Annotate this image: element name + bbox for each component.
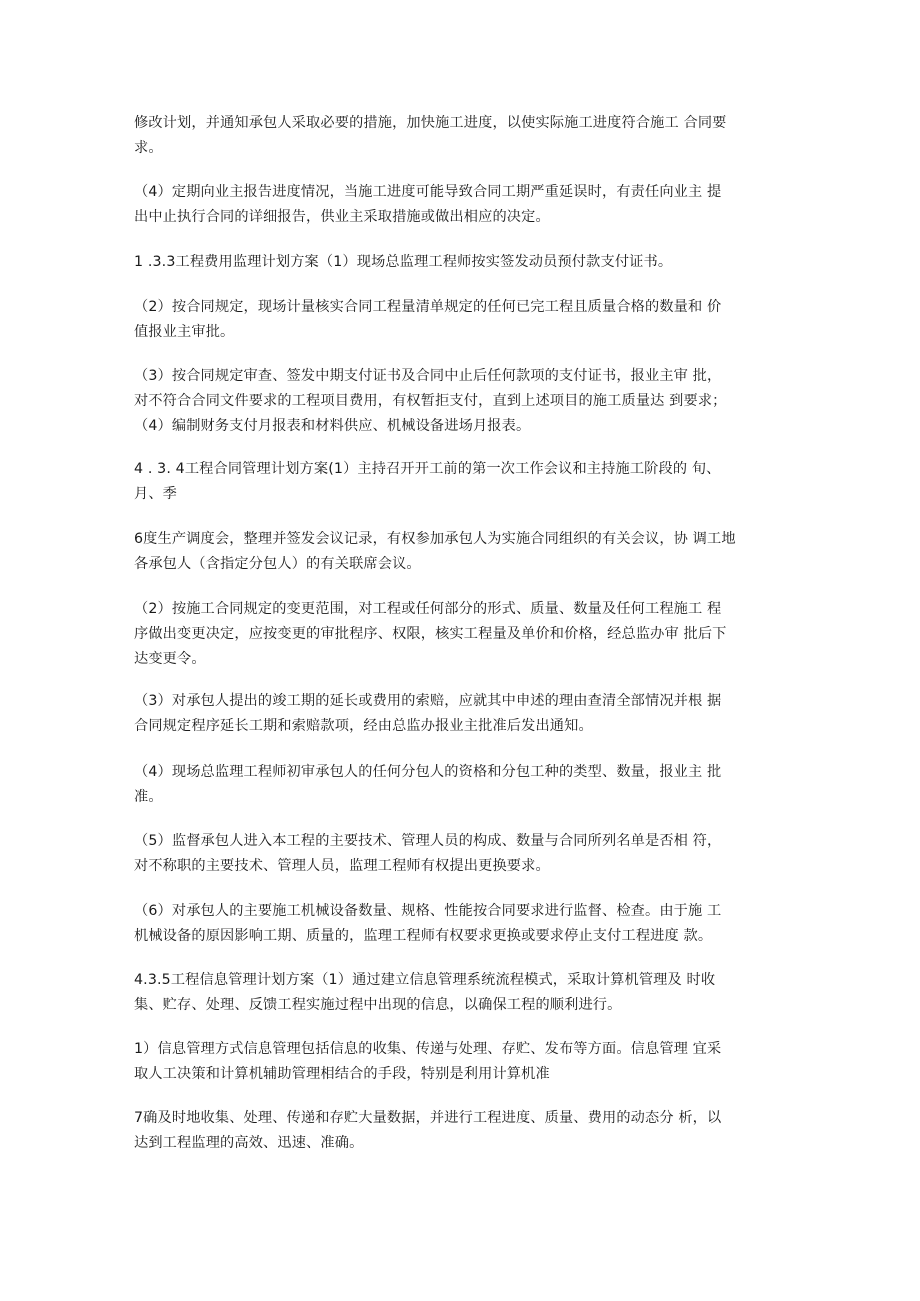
paragraph-change-orders: （2）按施工合同规定的变更范围，对工程或任何部分的形式、质量、数量及任何工程施工 程 序做出变更决定，应按变更的审批程序、权限，核实工程量及单价和价格，经总监办审 批后下 达变更令。: [134, 601, 727, 667]
paragraph-data-processing: 7确及时地收集、处理、传递和存贮大量数据，并进行工程进度、质量、费用的动态分 析，以 达到工程监理的高效、迅速、准确。: [134, 1110, 722, 1151]
paragraph-progress-report: （4）定期向业主报告进度情况，当施工进度可能导致合同工期严重延误时，有责任向业主 提 出中止执行合同的详细报告，供业主采取措施或做出相应的决定。: [134, 184, 722, 225]
paragraph-payment-certificates: （3）按合同规定审查、签发中期支付证书及合同中止后任何款项的支付证书，报业主审 批， 对不符合合同文件要求的工程项目费用，有权暂拒支付，直到上述项目的施工质量达 到要求； （4）编制财务支付月报表和材料供应、机械设备进场月报表。: [134, 368, 727, 434]
paragraph-quantity-verification: （2）按合同规定，现场计量核实合同工程量清单规定的任何已完工程且质量合格的数量和 价 值报业主审批。: [134, 299, 722, 340]
paragraph-information-method: 1）信息管理方式信息管理包括信息的收集、传递与处理、存贮、发布等方面。信息管理 宜采 取人工决策和计算机辅助管理相结合的手段，特别是利用计算机准: [134, 1041, 722, 1082]
paragraph-scheduling-meetings: 6度生产调度会，整理并签发会议记录，有权参加承包人为实施合同组织的有关会议，协 调工地 各承包人（含指定分包人）的有关联席会议。: [134, 531, 736, 572]
paragraph-schedule-revision: 修改计划，并通知承包人采取必要的措施，加快施工进度，以使实际施工进度符合施工 合同要 求。: [134, 115, 727, 156]
paragraph-cost-plan-heading: 1 .3.3工程费用监理计划方案（1）现场总监理工程师按实签发动员预付款支付证书。: [134, 254, 673, 270]
paragraph-claims: （3）对承包人提出的竣工期的延长或费用的索赔，应就其中申述的理由查清全部情况并根 据 合同规定程序延长工期和索赔款项，经由总监办报业主批准后发出通知。: [134, 693, 722, 734]
paragraph-subcontractors: （4）现场总监理工程师初审承包人的任何分包人的资格和分包工种的类型、数量，报业主 批 准。: [134, 764, 722, 805]
paragraph-equipment: （6）对承包人的主要施工机械设备数量、规格、性能按合同要求进行监督、检查。由于施 工 机械设备的原因影响工期、质量的，监理工程师有权要求更换或要求停止支付工程进度 款。: [134, 903, 722, 944]
paragraph-personnel: （5）监督承包人进入本工程的主要技术、管理人员的构成、数量与合同所列名单是否相 符， 对不称职的主要技术、管理人员，监理工程师有权提出更换要求。: [134, 833, 722, 874]
paragraph-information-plan-heading: 4.3.5工程信息管理计划方案（1）通过建立信息管理系统流程模式，采取计算机管理及 时收 集、贮存、处理、反馈工程实施过程中出现的信息，以确保工程的顺利进行。: [134, 972, 716, 1013]
paragraph-contract-plan-heading: 4 . 3. 4工程合同管理计划方案(1）主持召开开工前的第一次工作会议和主持施工阶段的 旬、 月、季: [134, 461, 721, 502]
